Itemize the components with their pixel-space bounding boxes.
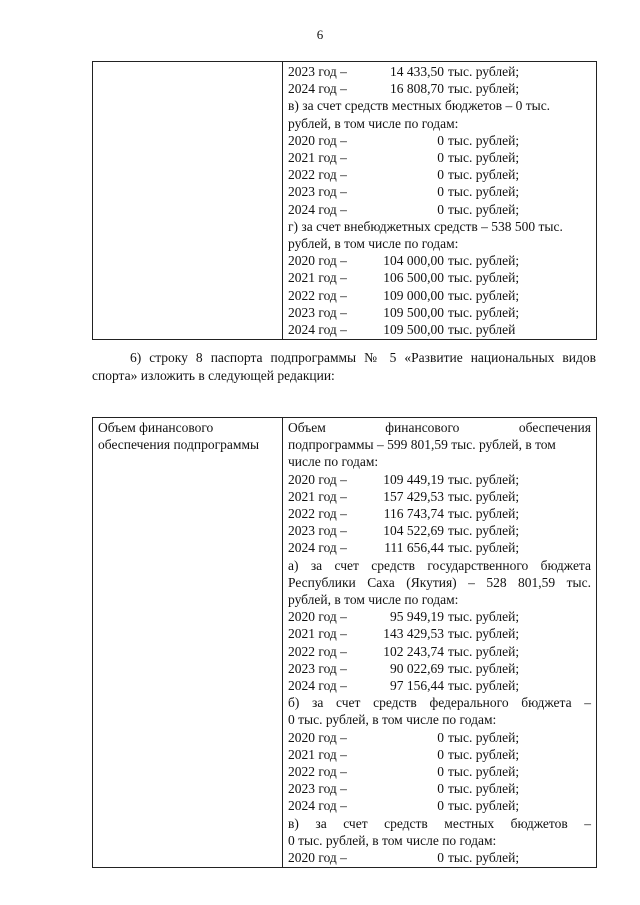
year-label: 2024 год – <box>288 81 347 97</box>
section-c-heading-cont: рублей, в том числе по годам: <box>288 115 459 131</box>
table-continuation <box>92 61 597 340</box>
year-label: 2022 год – <box>288 764 347 780</box>
amount-value: 14 433,50 <box>390 64 444 79</box>
paragraph-line-2: спорта» изложить в следующей редакции: <box>92 368 335 383</box>
year-label: 2023 год – <box>288 304 347 320</box>
section-c-years <box>288 849 591 866</box>
unit-label: тыс. рублей; <box>448 523 520 539</box>
unit-label: тыс. рублей; <box>448 287 520 303</box>
unit-label: тыс. рублей; <box>448 270 520 286</box>
amount-value: 0 <box>437 201 444 217</box>
section-a-years <box>288 608 591 694</box>
year-label: 2021 год – <box>288 150 347 166</box>
table-row <box>93 62 597 340</box>
unit-label: тыс. рублей; <box>448 781 520 797</box>
left-cell-empty <box>93 62 283 340</box>
amount-value: 106 500,00 <box>383 270 444 286</box>
year-line <box>288 63 591 80</box>
section-c-years <box>288 132 591 218</box>
year-line <box>288 132 591 149</box>
amount-value: 0 <box>437 184 444 200</box>
year-line <box>288 763 591 780</box>
section-c-heading-cont: 0 тыс. рублей, в том числе по годам: <box>288 832 497 848</box>
year-label: 2023 год – <box>288 523 347 539</box>
left-cell-label <box>93 418 283 868</box>
unit-label: тыс. рублей; <box>448 167 520 183</box>
year-line <box>288 287 591 304</box>
section-a-heading-cont: Республики Саха (Якутия) – 528 801,59 тыс. <box>288 574 591 590</box>
unit-label: тыс. рублей; <box>448 81 520 97</box>
amount-value: 0 <box>437 132 444 148</box>
unit-label: тыс. рублей; <box>448 506 520 522</box>
amount-value: 0 <box>437 167 444 183</box>
year-line <box>288 321 591 338</box>
year-line <box>288 149 591 166</box>
year-label: 2020 год – <box>288 471 347 487</box>
section-c-heading: в) за счет средств местных бюджетов – <box>288 815 591 831</box>
year-label: 2024 год – <box>288 201 347 217</box>
section-b-years <box>288 729 591 815</box>
amount-value: 0 <box>437 764 444 780</box>
unit-label: тыс. рублей; <box>448 729 520 745</box>
year-label: 2020 год – <box>288 253 347 269</box>
year-line <box>288 643 591 660</box>
unit-label: тыс. рублей; <box>448 540 520 556</box>
unit-label: тыс. рублей; <box>448 488 520 504</box>
year-line <box>288 797 591 814</box>
amount-value: 102 243,74 <box>383 643 444 659</box>
amount-value: 0 <box>437 150 444 166</box>
amount-value: 109 449,19 <box>383 471 444 487</box>
year-label: 2022 год – <box>288 287 347 303</box>
year-line <box>288 505 591 522</box>
year-line <box>288 746 591 763</box>
amount-value: 0 <box>437 729 444 745</box>
year-line <box>288 183 591 200</box>
year-line <box>288 269 591 286</box>
year-line <box>288 625 591 642</box>
year-label: 2022 год – <box>288 643 347 659</box>
unit-label: тыс. рублей; <box>448 184 520 200</box>
year-label: 2023 год – <box>288 781 347 797</box>
section-d-heading-cont: рублей, в том числе по годам: <box>288 236 459 252</box>
page-number: 6 <box>316 27 324 42</box>
amount-value: 104 522,69 <box>383 523 444 539</box>
unit-label: тыс. рублей; <box>448 150 520 166</box>
label-line-2: обеспечения подпрограммы <box>98 437 260 453</box>
right-cell-funding <box>283 418 597 868</box>
amount-value: 0 <box>437 746 444 762</box>
year-line <box>288 166 591 183</box>
year-label: 2023 год – <box>288 184 347 200</box>
amount-value: 0 <box>437 781 444 797</box>
year-line <box>288 608 591 625</box>
unit-label: тыс. рублей; <box>448 471 520 487</box>
amount-value: 143 429,53 <box>383 626 444 642</box>
unit-label: тыс. рублей; <box>448 643 520 659</box>
year-line <box>288 304 591 321</box>
year-label: 2021 год – <box>288 746 347 762</box>
unit-label: тыс. рублей; <box>448 850 520 866</box>
year-label: 2021 год – <box>288 626 347 642</box>
year-line <box>288 677 591 694</box>
total-heading: Объем финансового обеспечения <box>288 420 591 435</box>
year-label: 2024 год – <box>288 322 347 338</box>
unit-label: тыс. рублей; <box>448 64 520 79</box>
amount-value: 97 156,44 <box>390 678 444 694</box>
unit-label: тыс. рублей; <box>448 132 520 148</box>
unit-label: тыс. рублей; <box>448 746 520 762</box>
total-heading-cont2: числе по годам: <box>288 454 379 470</box>
paragraph-line-1: 6) строку 8 паспорта подпрограммы № 5 «Развитие национальных видов <box>130 350 596 365</box>
year-label: 2024 год – <box>288 540 347 556</box>
amount-value: 116 743,74 <box>383 506 444 522</box>
year-label: 2021 год – <box>288 270 347 286</box>
year-line <box>288 252 591 269</box>
amount-value: 111 656,44 <box>384 540 444 556</box>
year-line <box>288 201 591 218</box>
section-c-heading: в) за счет средств местных бюджетов – 0 тыс. <box>288 98 551 114</box>
year-label: 2024 год – <box>288 678 347 694</box>
section-d-years <box>288 252 591 338</box>
amount-value: 157 429,53 <box>383 488 444 504</box>
amendment-paragraph <box>92 349 596 385</box>
amount-value: 109 000,00 <box>383 287 444 303</box>
unit-label: тыс. рублей; <box>448 678 520 694</box>
year-line <box>288 471 591 488</box>
year-line <box>288 660 591 677</box>
section-b-heading-cont: 0 тыс. рублей, в том числе по годам: <box>288 712 497 728</box>
year-label: 2022 год – <box>288 506 347 522</box>
unit-label: тыс. рублей <box>448 322 516 338</box>
section-d-heading: г) за счет внебюджетных средств – 538 500 тыс. <box>288 218 563 234</box>
year-label: 2022 год – <box>288 167 347 183</box>
table-row <box>93 418 597 868</box>
year-label: 2024 год – <box>288 798 347 814</box>
amount-value: 0 <box>437 798 444 814</box>
year-line <box>288 522 591 539</box>
total-heading-cont: подпрограммы – 599 801,59 тыс. рублей, в том <box>288 437 556 453</box>
year-line <box>288 780 591 797</box>
year-label: 2020 год – <box>288 729 347 745</box>
section-b-heading: б) за счет средств федерального бюджета – <box>288 695 591 711</box>
amount-value: 109 500,00 <box>383 322 444 338</box>
unit-label: тыс. рублей; <box>448 304 520 320</box>
year-line <box>288 80 591 97</box>
amount-value: 95 949,19 <box>390 609 444 625</box>
amount-value: 90 022,69 <box>390 660 444 676</box>
amount-value: 109 500,00 <box>383 304 444 320</box>
year-list-top <box>288 63 591 97</box>
section-a-heading: а) за счет средств государственного бюджета <box>288 557 591 573</box>
right-cell-funding <box>283 62 597 340</box>
section-a-heading-cont2: рублей, в том числе по годам: <box>288 592 459 608</box>
year-label: 2023 год – <box>288 660 347 676</box>
unit-label: тыс. рублей; <box>448 626 520 642</box>
total-years <box>288 471 591 557</box>
table-subprogram-funding <box>92 417 597 868</box>
unit-label: тыс. рублей; <box>448 609 520 625</box>
year-label: 2020 год – <box>288 132 347 148</box>
year-label: 2021 год – <box>288 488 347 504</box>
unit-label: тыс. рублей; <box>448 764 520 780</box>
amount-value: 104 000,00 <box>383 253 444 269</box>
unit-label: тыс. рублей; <box>448 660 520 676</box>
year-line <box>288 729 591 746</box>
year-label: 2023 год – <box>288 64 347 79</box>
year-line <box>288 849 591 866</box>
year-line <box>288 539 591 556</box>
amount-value: 0 <box>437 850 444 866</box>
unit-label: тыс. рублей; <box>448 201 520 217</box>
year-label: 2020 год – <box>288 850 347 866</box>
unit-label: тыс. рублей; <box>448 253 520 269</box>
year-label: 2020 год – <box>288 609 347 625</box>
year-line <box>288 488 591 505</box>
label-line-1: Объем финансового <box>98 420 214 435</box>
unit-label: тыс. рублей; <box>448 798 520 814</box>
amount-value: 16 808,70 <box>390 81 444 97</box>
